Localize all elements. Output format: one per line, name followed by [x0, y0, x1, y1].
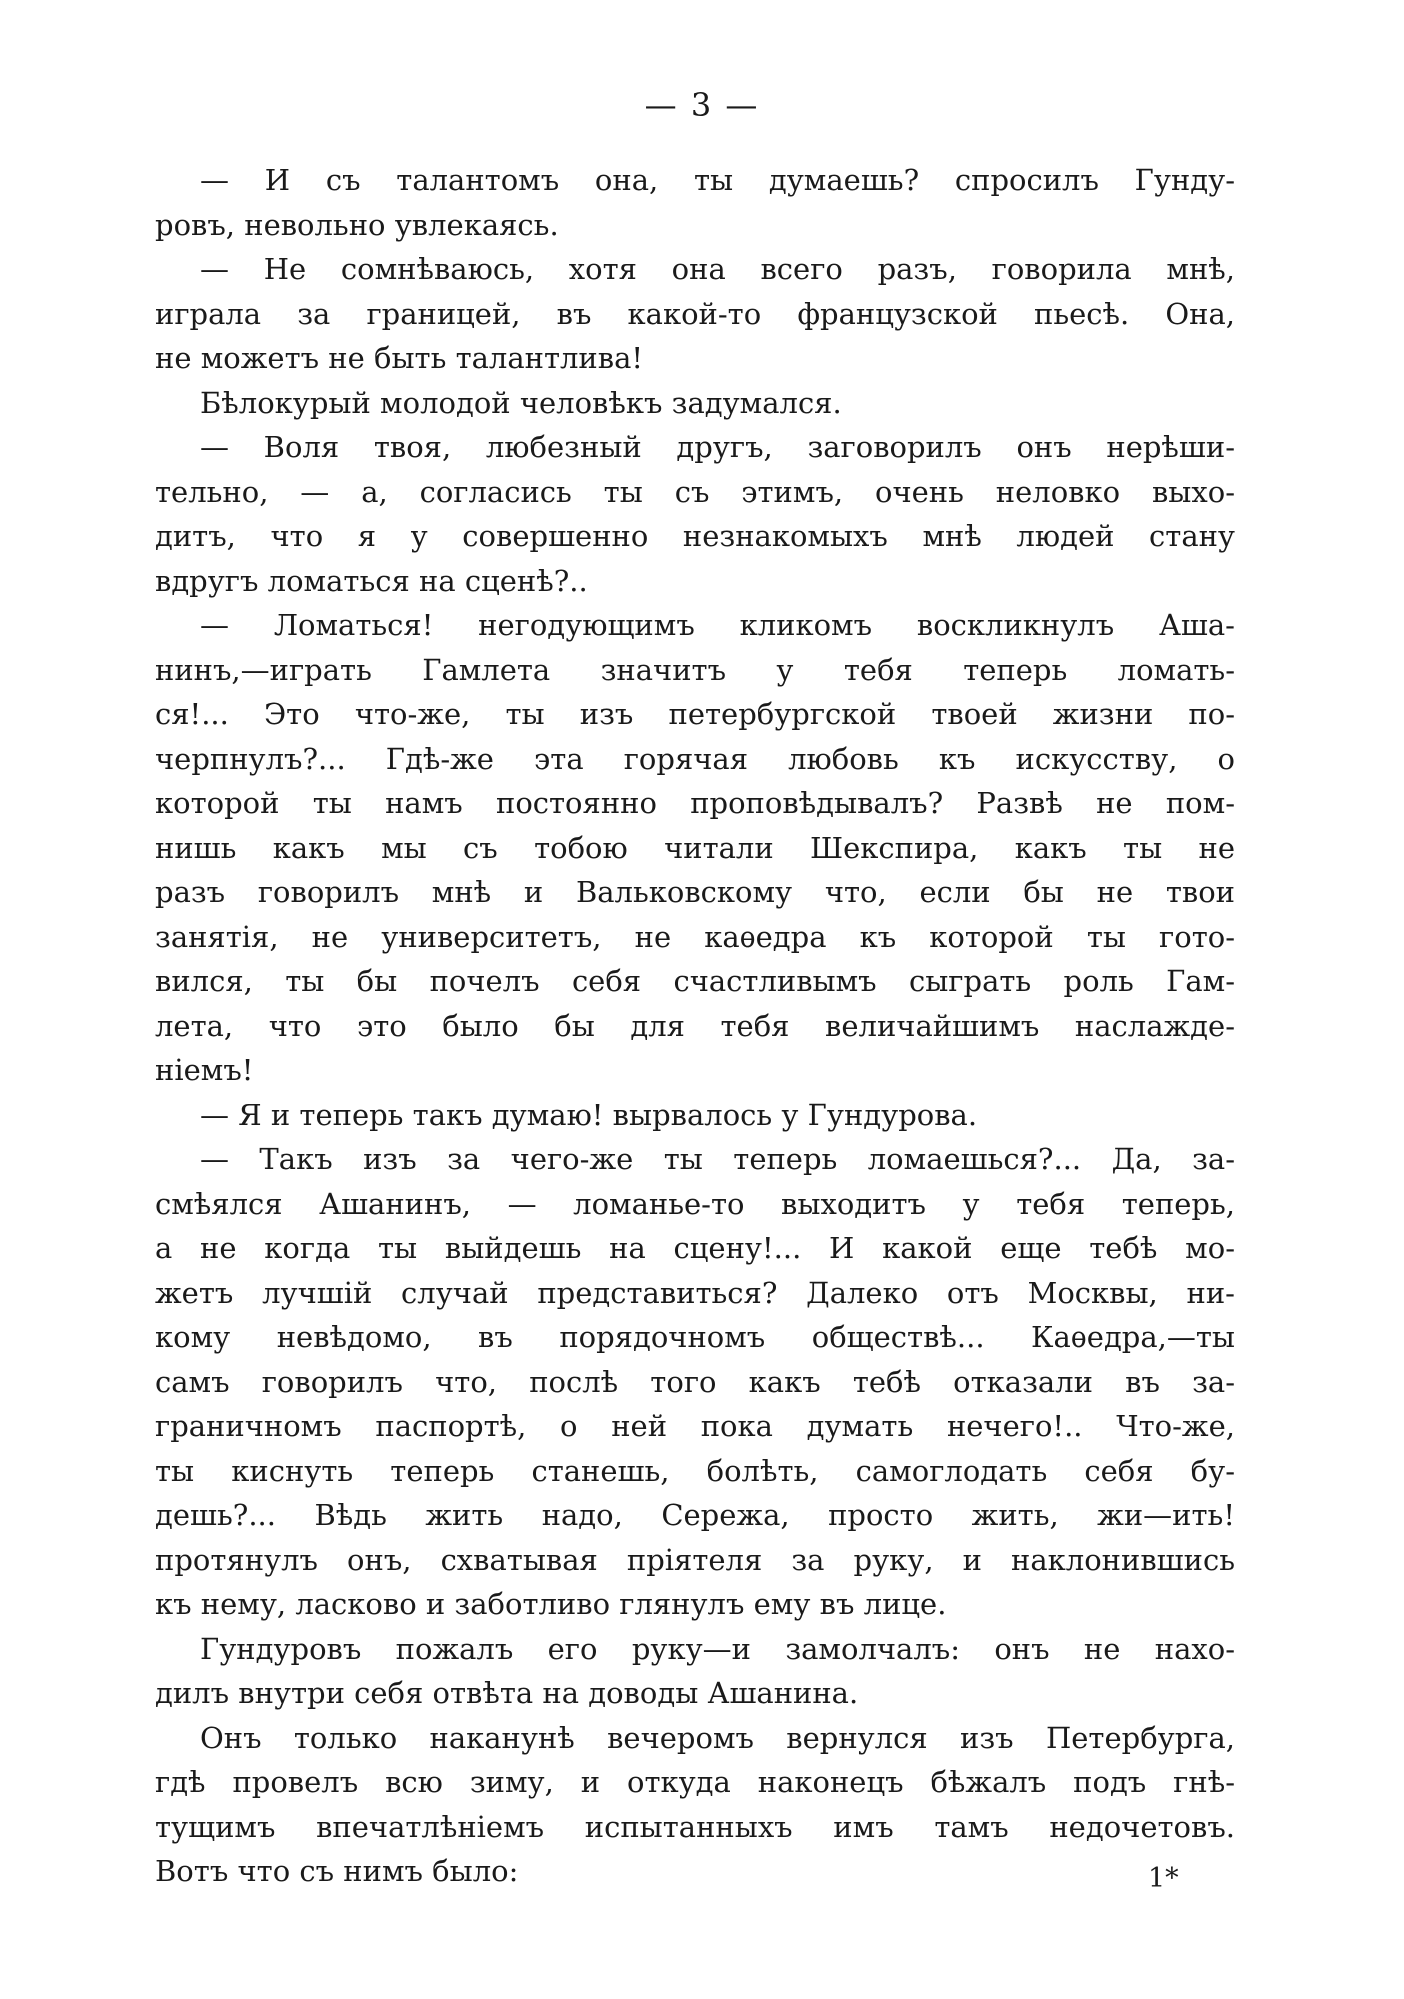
text-line: ніемъ! — [155, 1053, 254, 1087]
body-text — [155, 158, 1235, 1894]
text-line: Бѣлокурый молодой человѣкъ задумался. — [200, 385, 842, 420]
page-number: — 3 — — [644, 86, 760, 124]
text-line: Онъ только наканунѣ вечеромъ вернулся изъ Петербурга, — [200, 1720, 1235, 1755]
text-line: нинъ,—играть Гамлета значитъ у тебя теперь ломать- — [155, 652, 1235, 687]
text-line: лета, что это было бы для тебя величайшимъ наслажде- — [155, 1008, 1235, 1043]
text-line: протянулъ онъ, схватывая пріятеля за руку, и наклонившись — [155, 1542, 1235, 1577]
text-line: ся!... Это что-же, ты изъ петербургской твоей жизни по- — [155, 697, 1235, 731]
text-line: — Такъ изъ за чего-же ты теперь ломаешься?... Да, за- — [200, 1142, 1235, 1176]
text-line: играла за границей, въ какой-то французской пьесѣ. Она, — [155, 296, 1235, 331]
text-line: вился, ты бы почелъ себя счастливымъ сыграть роль Гам- — [155, 964, 1235, 998]
text-line: нишь какъ мы съ тобою читали Шекспира, какъ ты не — [155, 830, 1235, 865]
text-line: дешь?... Вѣдь жить надо, Сережа, просто жить, жи—ить! — [155, 1498, 1235, 1532]
text-line: граничномъ паспортѣ, о ней пока думать нечего!.. Что-же, — [155, 1409, 1235, 1443]
text-line: къ нему, ласково и заботливо глянулъ ему въ лице. — [155, 1587, 947, 1621]
text-line: занятія, не университетъ, не каѳедра къ которой ты гото- — [155, 919, 1235, 954]
text-line: самъ говорилъ что, послѣ того какъ тебѣ отказали въ за- — [155, 1364, 1235, 1399]
text-line: черпнулъ?... Гдѣ-же эта горячая любовь къ искусству, о — [155, 741, 1235, 776]
text-line: — Не сомнѣваюсь, хотя она всего разъ, говорила мнѣ, — [200, 252, 1235, 286]
text-line: дилъ внутри себя отвѣта на доводы Ашанина. — [155, 1676, 859, 1710]
text-line: смѣялся Ашанинъ, — ломанье-то выходитъ у тебя теперь, — [155, 1186, 1235, 1221]
text-line: а не когда ты выйдешь на сцену!... И какой еще тебѣ мо- — [155, 1231, 1235, 1265]
text-line: — И съ талантомъ она, ты думаешь? спросилъ Гунду- — [200, 163, 1235, 197]
text-line: вдругъ ломаться на сценѣ?.. — [155, 563, 588, 598]
text-line: — Ломаться! негодующимъ кликомъ воскликнулъ Ашa- — [200, 608, 1235, 642]
text-line: которой ты намъ постоянно проповѣдывалъ? Развѣ не пом- — [155, 786, 1235, 820]
text-line: Гундуровъ пожалъ его руку—и замолчалъ: онъ не нахо- — [200, 1631, 1235, 1666]
text-line: ты киснуть теперь станешь, болѣть, самоглодать себя бу- — [155, 1453, 1235, 1488]
text-line: тельно, — а, согласись ты съ этимъ, очень неловко выхо- — [155, 474, 1235, 509]
text-line: дитъ, что я у совершенно незнакомыхъ мнѣ людей стану — [155, 519, 1235, 553]
text-line: Вотъ что съ нимъ было: — [155, 1854, 519, 1888]
text-line: жетъ лучшій случай представиться? Далеко отъ Москвы, ни- — [155, 1275, 1235, 1310]
printer-signature-mark: 1* — [1148, 1863, 1179, 1894]
text-line: — Воля твоя, любезный другъ, заговорилъ онъ нерѣши- — [200, 430, 1235, 464]
text-line: не можетъ не быть талантлива! — [155, 341, 644, 375]
text-line: ровъ, невольно увлекаясь. — [155, 207, 559, 242]
text-line: гдѣ провелъ всю зиму, и откуда наконецъ бѣжалъ подъ гнѣ- — [155, 1765, 1235, 1799]
text-line: разъ говорилъ мнѣ и Вальковскому что, если бы не твои — [155, 875, 1235, 909]
text-line: кому невѣдомо, въ порядочномъ обществѣ... Каѳедра,—ты — [155, 1320, 1235, 1354]
text-line: — Я и теперь такъ думаю! вырвалось у Гундурова. — [200, 1097, 978, 1132]
text-line: тущимъ впечатлѣніемъ испытанныхъ имъ тамъ недочетовъ. — [155, 1809, 1235, 1844]
